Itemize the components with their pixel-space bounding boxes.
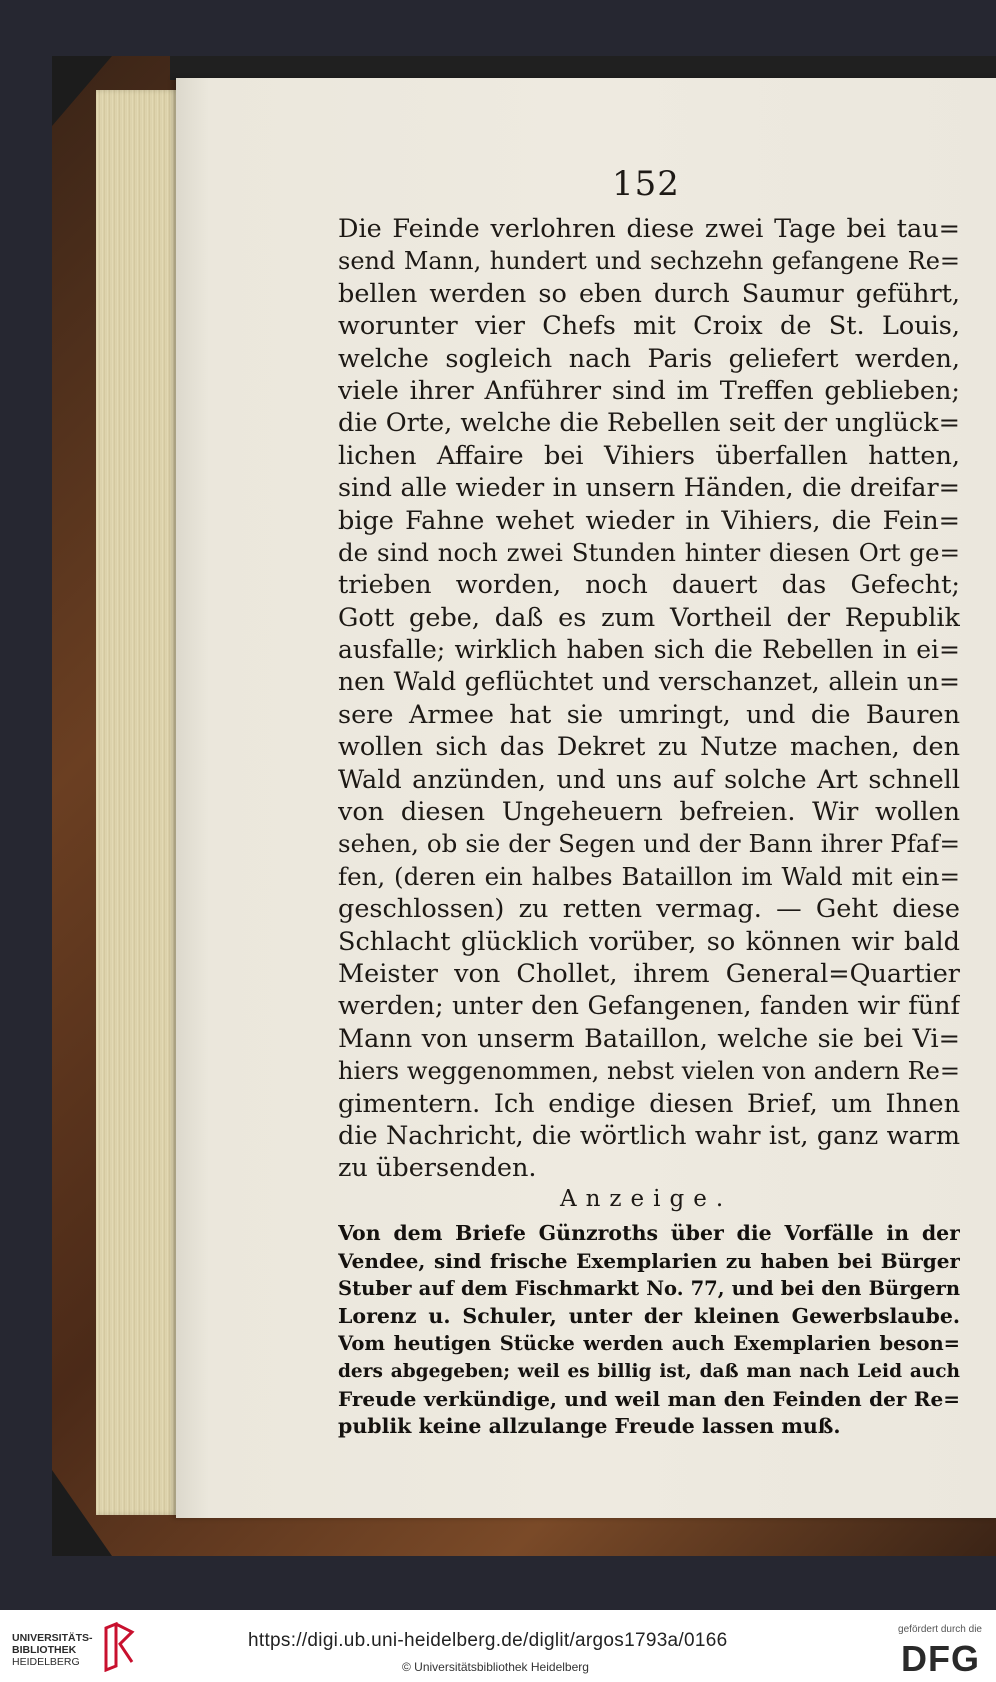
text-line: wollen sich das Dekret zu Nutze machen, den bbox=[338, 732, 960, 763]
text-line: welche sogleich nach Paris geliefert werden, bbox=[338, 343, 960, 374]
text-line: Lorenz u. Schuler, unter der kleinen Gewerbslaube. bbox=[338, 1303, 960, 1328]
text-line: publik keine allzulange Freude lassen muß. bbox=[338, 1414, 841, 1439]
funded-by-label: gefördert durch die bbox=[898, 1624, 982, 1635]
text-line: Mann von unserm Bataillon, welche sie bei Vi= bbox=[338, 1023, 960, 1054]
text-line: Vom heutigen Stücke werden auch Exemplarien beson= bbox=[338, 1332, 960, 1356]
text-line: Die Feinde verlohren diese zwei Tage bei tau= bbox=[338, 214, 960, 244]
text-line: fen, (deren ein halbes Bataillon im Wald mit ein= bbox=[338, 861, 960, 891]
page-number: 152 bbox=[612, 164, 680, 204]
logo-line-1: UNIVERSITÄTS- bbox=[12, 1632, 93, 1644]
text-line: Freude verkündige, und weil man den Feinden der Re= bbox=[338, 1386, 960, 1411]
text-line: werden; unter den Gefangenen, fanden wir fünf bbox=[338, 991, 960, 1022]
notice-text bbox=[338, 1220, 960, 1441]
text-line: ausfalle; wirklich haben sich die Rebellen in ei= bbox=[338, 635, 960, 665]
text-line: worunter vier Chefs mit Croix de St. Louis, bbox=[338, 311, 960, 342]
text-line: lichen Affaire bei Vihiers überfallen hatten, bbox=[338, 440, 960, 471]
text-line: sind alle wieder in unsern Händen, die dreifar= bbox=[338, 473, 960, 504]
text-line: zu übersenden. bbox=[338, 1153, 537, 1184]
cover-top-edge bbox=[170, 56, 996, 80]
text-line: viele ihrer Anführer sind im Treffen geblieben; bbox=[338, 375, 960, 406]
text-line: sehen, ob sie der Segen und der Bann ihrer Pfaf= bbox=[338, 829, 960, 859]
text-line: bellen werden so eben durch Saumur geführt, bbox=[338, 278, 960, 309]
page-edges bbox=[96, 90, 182, 1515]
notice-heading: Anzeige. bbox=[560, 1186, 733, 1212]
text-line: trieben worden, noch dauert das Gefecht; bbox=[338, 570, 960, 601]
text-line: Stuber auf dem Fischmarkt No. 77, und bei den Bürgern bbox=[338, 1277, 960, 1301]
text-line: nen Wald geflüchtet und verschanzet, allein un= bbox=[338, 667, 960, 697]
copyright-notice: © Universitätsbibliothek Heidelberg bbox=[402, 1660, 589, 1674]
text-line: de sind noch zwei Stunden hinter diesen Ort ge= bbox=[338, 537, 960, 567]
text-line: die Orte, welche die Rebellen seit der unglück= bbox=[338, 408, 960, 439]
text-line: Vendee, sind frische Exemplarien zu haben bei Bürger bbox=[338, 1248, 960, 1273]
permalink-url[interactable]: https://digi.ub.uni-heidelberg.de/diglit/argos1793a/0166 bbox=[248, 1630, 728, 1651]
text-line: send Mann, hundert und sechzehn gefangene Re= bbox=[338, 247, 960, 276]
text-line: von diesen Ungeheuern befreien. Wir wollen bbox=[338, 797, 960, 828]
text-line: sere Armee hat sie umringt, und die Bauren bbox=[338, 699, 960, 730]
text-line: geschlossen) zu retten vermag. — Geht diese bbox=[338, 894, 960, 925]
body-text bbox=[338, 213, 960, 1185]
text-line: Schlacht glücklich vorüber, so können wir bald bbox=[338, 926, 960, 957]
text-line: Wald anzünden, und uns auf solche Art schnell bbox=[338, 764, 960, 795]
library-logo-icon[interactable] bbox=[102, 1622, 136, 1672]
dfg-logo[interactable]: DFG bbox=[901, 1638, 980, 1679]
text-line: bige Fahne wehet wieder in Vihiers, die Fein= bbox=[338, 505, 960, 536]
text-line: die Nachricht, die wörtlich wahr ist, ganz warm bbox=[338, 1120, 960, 1151]
logo-line-2: BIBLIOTHEK bbox=[12, 1644, 77, 1656]
text-line: Gott gebe, daß es zum Vortheil der Republik bbox=[338, 602, 960, 633]
library-logo-text[interactable] bbox=[12, 1632, 112, 1668]
text-line: gimentern. Ich endige diesen Brief, um Ihnen bbox=[338, 1088, 960, 1119]
text-line: Von dem Briefe Günzroths über die Vorfälle in der bbox=[338, 1221, 960, 1245]
text-line: hiers weggenommen, nebst vielen von andern Re= bbox=[338, 1057, 960, 1086]
logo-line-3: HEIDELBERG bbox=[12, 1656, 80, 1668]
text-line: ders abgegeben; weil es billig ist, daß man nach Leid auch bbox=[338, 1360, 960, 1382]
text-line: Meister von Chollet, ihrem General=Quartier bbox=[338, 958, 960, 989]
